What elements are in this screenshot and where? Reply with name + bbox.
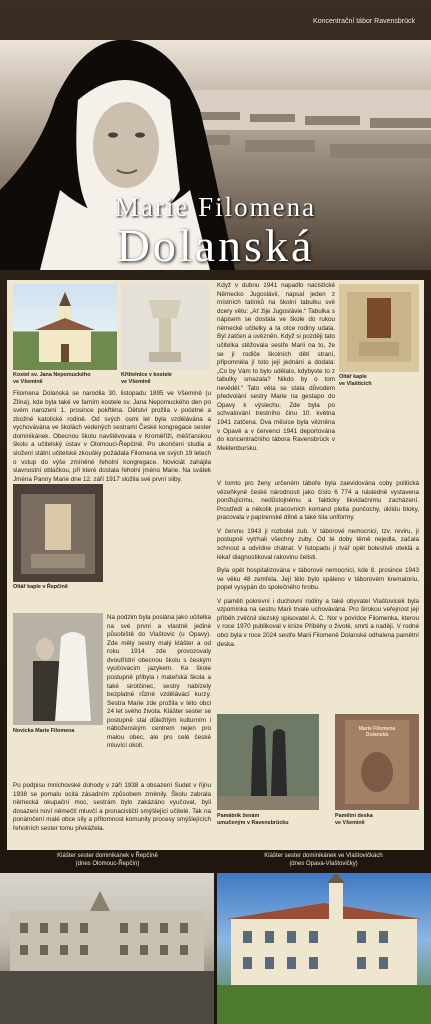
paragraph-ravensbruck: V tomto pro ženy určeném táboře byla zaevidována coby politická vězeňkyně české národnosti jako číslo 6 774 a následně vystavena ponižujícímu, nedůstojnému a fakticky likvidačnímu zacházení. Prostředí a několik pracovních komand pletla punčochy, úklidu bloky, pracovala v papírenské dílně a také šila uniformy.: [217, 480, 419, 522]
font-caption: Křtitelnice v kostele ve Všemině: [121, 372, 172, 385]
footer-caption-left: Klášter sester dominikánek v Řepčíně (dnes Olomouc-Řepčín): [57, 853, 158, 867]
paragraph-vlastovice: Na podzim byla poslána jako učitelka na své první a vlastně jediné působiště do Vlaštovic (u Opavy). Zde měly sestry malý klášter a od roku 1914 zde provozovaly dvoutřídní obecnou školu s českým vyučovacím jazykem. Ke škole postupně přibyla i mateřská škola a také sirotčinec, sestry nabízely bezplatné různé vzdělávací kurzy. Sestra Marie zde prožila v této obci 24 let svého života. Klášter sester se postupně stal důležitým kulturním i náboženským centrem nejen pro malou obec, ale pro celé české mluvící okolí.: [107, 614, 211, 750]
repcin-convent-photo: [0, 873, 214, 1024]
text-column-left-middle: [107, 614, 211, 756]
content-panel: [7, 280, 424, 850]
chapel-caption: Oltář kaple ve Vlašticích: [339, 374, 372, 387]
church-caption: Kostel sv. Jana Nepomuckého ve Všemině: [13, 372, 91, 385]
church-photo: [13, 284, 117, 370]
paragraph-illness: V červnu 1943 ji rozbolel zub. V táborové nemocnici, tzv. reviru, jí postupně vytrhali všechny zuby. Od té doby těmě nejedla, začala schnout a odvídne chátrat. V listopadu jí tvář opět bolestivě oteklá a lékař diagnostikoval rakovinu čelisti.: [217, 527, 419, 561]
paragraph-munich: Po podpisu mnichovské dohody v září 1938 a obsazení Sudet v říjnu 1938 se pomalu ocitá zásadním způsobem změnily. Školu zabrala německá okupační moc, sestrám bylo zakázáno vyučovat, byli dosazeni noví němečtí mluvčí a pronacističtí smýšlející učitelé. Tak na ponámčení malé obce síly a přítomnost komunity procesy smýšlejících řeholních sester tomu překážela.: [13, 782, 211, 832]
altar-repcin-caption: Oltář kaple v Řepčíně: [13, 584, 68, 590]
paragraph-arrest: Když v dubnu 1941 napadlo nacistické Německo Jugoslávii, napsal jeden z místních tatínků na školní tabulku své dcery větu: „Ať žije Jugoslávie.“ Tabulka s nápisem se dostala ve škole do rukou německé učitelky a ta otce rodiny udala. Byl zatčen a uvězněn. Když si později tato učitelka stěžovala sestře Marii na to, že se jí rodiče školních dětí straní, připomněla jí toto její jednání a dodala: „Co by Vám to bylo udělalo, kdybyste to z tabulky smazala? Nikdo by o tom nevěděl.“ Tato věta se stala důvodem předvolání sestry Marie na gestapo do Opavy k výslechu. Zde byla po schvalování trestního činu 10. května 1941 zatčena. Dva měsíce byla vězněna v Opavě a v červenci 1941 deportována do koncentračního tábora Ravensbrück v Meklenbursku.: [217, 282, 335, 452]
monument-caption: Památník ženám umučeným v Ravensbrücku: [217, 813, 289, 826]
plaque-caption: Pamětní deska ve Všemině: [335, 813, 373, 826]
altar-repcin-photo: [13, 484, 103, 582]
text-column-right-main: [217, 480, 419, 654]
plaque-inscription: Marie Filomena Dolanská: [358, 726, 396, 738]
title-surname: Dolanská: [116, 220, 315, 271]
monument-photo: [217, 714, 319, 810]
footer-caption-right: Klášter sester dominikánek ve Vlaštovičkách (dnes Opava-Vlaštovičky): [264, 853, 383, 867]
paragraph-birth: Filomena Dolanská se narodila 30. listopadu 1895 ve Všemině (u Zlína), kde byla také ve farním kostele sv. Jana Nepomuckého den po svém narození 1. prosince pokřtěna. Dětství prožila v početné a zbožné katolické rodině. Od svých osmi let byla vzdělávána a vychovávána ve školách vedených sestrami České kongregace sester dominikánek. Obecnou školu navštěvovala v Kroměříži, měšťanskou školu a učitelský ústav v Olomouci-Řepčíně. Po ukončení studia a složení státní učitelské zkoušky požádala Filomena ve svých 19 letech o vstup do výše zmíněné řeholní kongregace. Noviciát zahájila slavnostní oblačkou, při které dostala řeholní jméno Marie. Na svátek Jména Panny Marie dne 12. září 1917 složila své první sliby.: [13, 390, 211, 483]
header-kicker: Koncentrační tábor Ravensbrück: [313, 18, 415, 25]
text-column-left-top: [13, 390, 211, 489]
title-first-name: Marie Filomena: [114, 192, 317, 222]
novice-photo: [13, 613, 103, 725]
text-column-right-top: [217, 282, 335, 458]
novice-caption: Novicka Marie Filomena: [13, 728, 75, 734]
vlastovicky-convent-photo: [217, 873, 431, 1024]
paragraph-death: Byla opět hospitalizována v táborové nemocnici, kde 8. prosince 1943 ve věku 48 zemřela. Její tělo bylo spáleno v táborovém krematoriu, popel vysypán do společného hrobu.: [217, 567, 419, 592]
chapel-vlastovicky-photo: [339, 284, 419, 372]
memorial-plaque-photo: [335, 714, 419, 810]
paragraph-memory: V paměti pokrevní i duchovní rodiny a také obyvatel Vlaštovicek byla vzpomínka na sestru Marii trvale uchovávána. Pro širokou veřejnost její příběh zvěčnil slezský spisovatel A. C. Nor v povídce Filomenka, kterou v roce 1970 publikoval v knize Příběhy o životě, smrti a naději. V rodné obci byla v roce 2024 sestře Marii Filomeně Dolanské odhalena pamětní deska.: [217, 597, 419, 648]
text-column-left-bottom: [13, 782, 211, 838]
baptismal-font-photo: [121, 284, 209, 370]
